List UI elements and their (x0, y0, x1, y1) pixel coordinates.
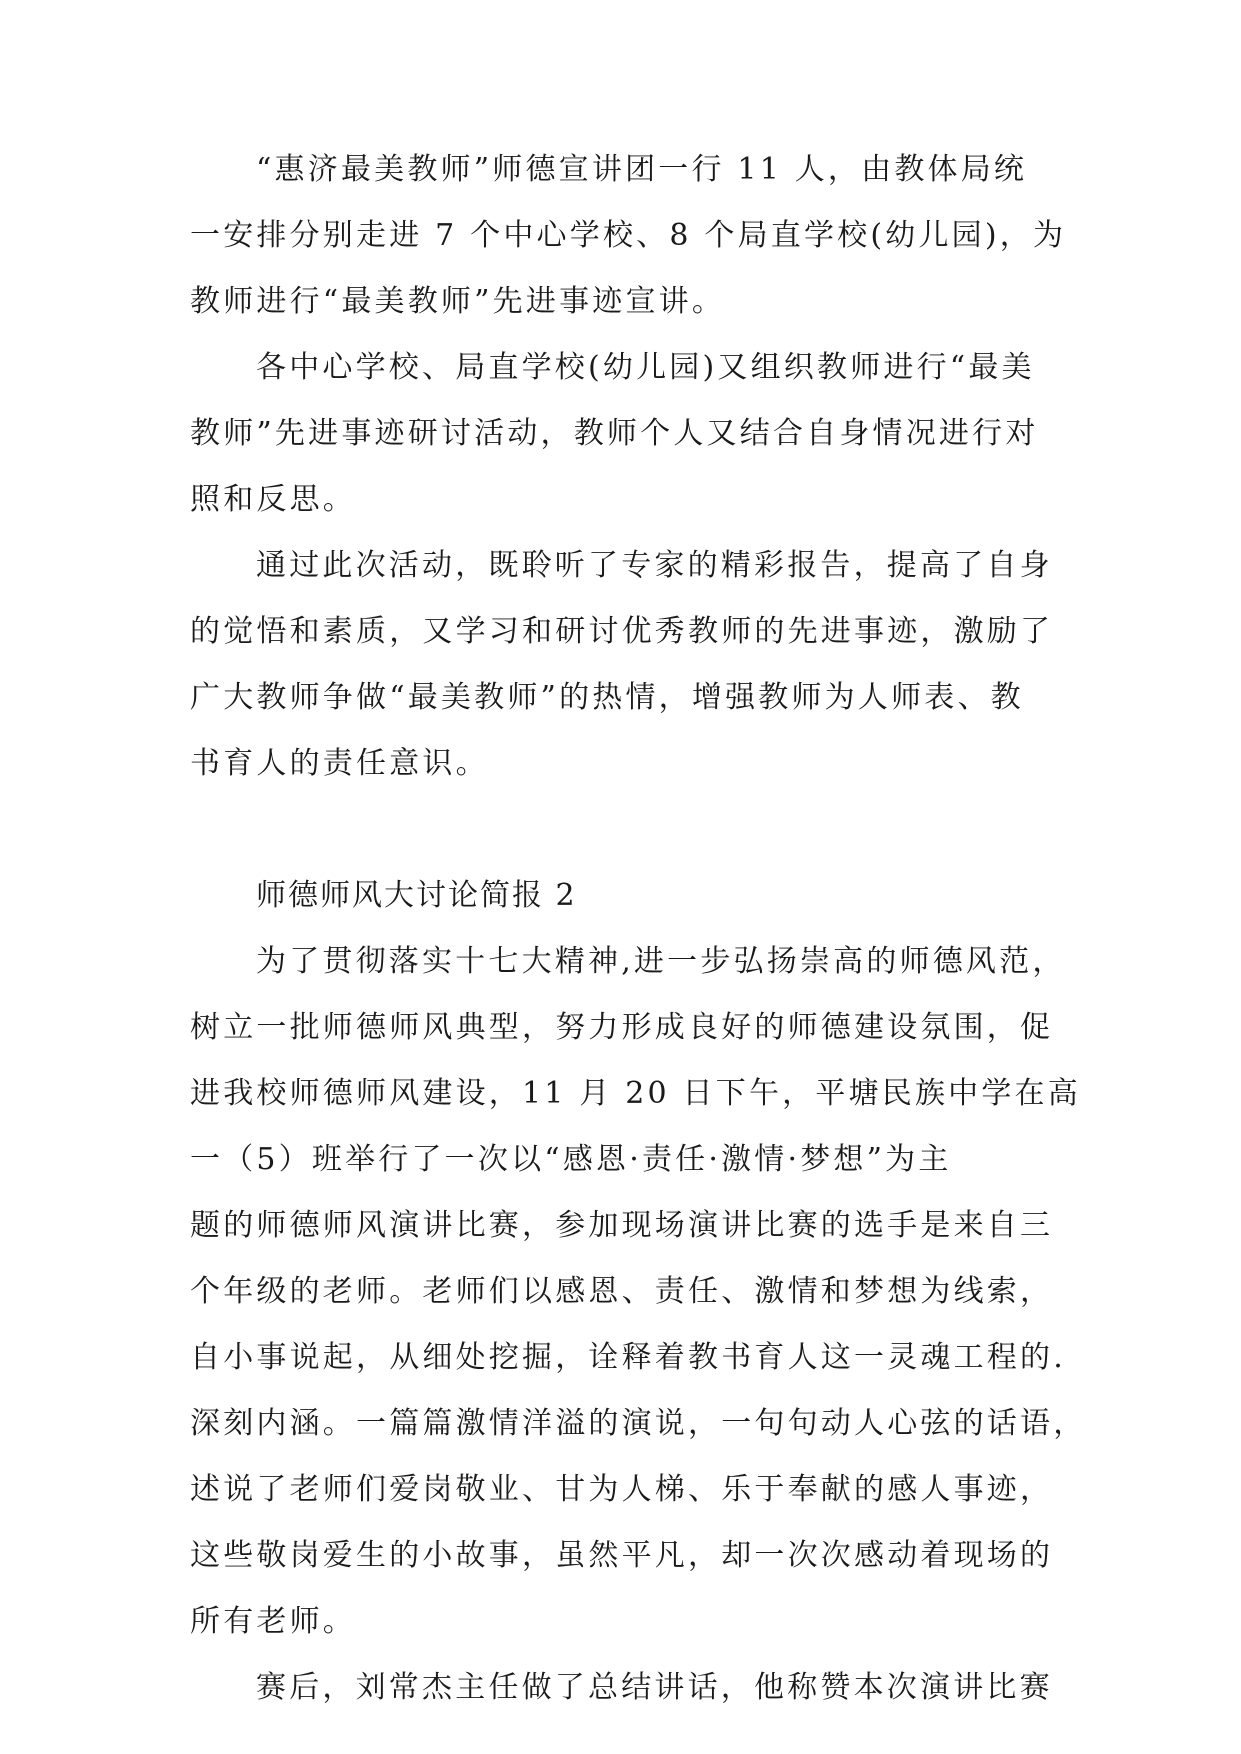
paragraph-3-line-2: 的觉悟和素质，又学习和研讨优秀教师的先进事迹，激励了 (190, 614, 1054, 649)
paragraph-4-line-3: 进我校师德师风建设，11 月 20 日下午，平塘民族中学在高 (190, 1076, 1081, 1111)
paragraph-4-line-1: 为了贯彻落实十七大精神,进一步弘扬崇高的师德风范， (256, 944, 1066, 979)
paragraph-4-line-9: 述说了老师们爱岗敬业、甘为人梯、乐于奉献的感人事迹， (190, 1472, 1054, 1507)
paragraph-4-line-2: 树立一批师德师风典型，努力形成良好的师德建设氛围，促 (190, 1010, 1054, 1045)
section-title: 师德师风大讨论简报 2 (256, 878, 577, 913)
paragraph-4-line-10: 这些敬岗爱生的小故事，虽然平凡，却一次次感动着现场的 (190, 1538, 1054, 1573)
paragraph-4-line-5: 题的师德师风演讲比赛，参加现场演讲比赛的选手是来自三 (190, 1208, 1054, 1243)
paragraph-3-line-1: 通过此次活动，既聆听了专家的精彩报告，提高了自身 (256, 548, 1053, 583)
paragraph-2-line-1: 各中心学校、局直学校(幼儿园)又组织教师进行“最美 (256, 350, 1035, 385)
paragraph-3-line-4: 书育人的责任意识。 (190, 746, 489, 781)
paragraph-1-line-2: 一安排分别走进 7 个中心学校、8 个局直学校(幼儿园)，为 (190, 218, 1067, 253)
paragraph-4-line-6: 个年级的老师。老师们以感恩、责任、激情和梦想为线索， (190, 1274, 1054, 1309)
paragraph-4-line-11: 所有老师。 (190, 1604, 356, 1639)
paragraph-4-line-7: 自小事说起，从细处挖掘，诠释着教书育人这一灵魂工程的. (190, 1340, 1066, 1375)
paragraph-1-line-1: “惠济最美教师”师德宣讲团一行 11 人，由教体局统 (256, 152, 1028, 187)
paragraph-2-line-3: 照和反思。 (190, 482, 356, 517)
paragraph-1-line-3: 教师进行“最美教师”先进事迹宣讲。 (190, 284, 726, 319)
paragraph-5-line-1: 赛后，刘常杰主任做了总结讲话，他称赞本次演讲比赛 (256, 1670, 1053, 1705)
paragraph-2-line-2: 教师”先进事迹研讨活动，教师个人又结合自身情况进行对 (190, 416, 1039, 451)
paragraph-3-line-3: 广大教师争做“最美教师”的热情，增强教师为人师表、教 (190, 680, 1024, 715)
paragraph-4-line-8: 深刻内涵。一篇篇激情洋溢的演说，一句句动人心弦的话语， (190, 1406, 1087, 1441)
paragraph-4-line-4: 一（5）班举行了一次以“感恩·责任·激情·梦想”为主 (190, 1142, 952, 1177)
